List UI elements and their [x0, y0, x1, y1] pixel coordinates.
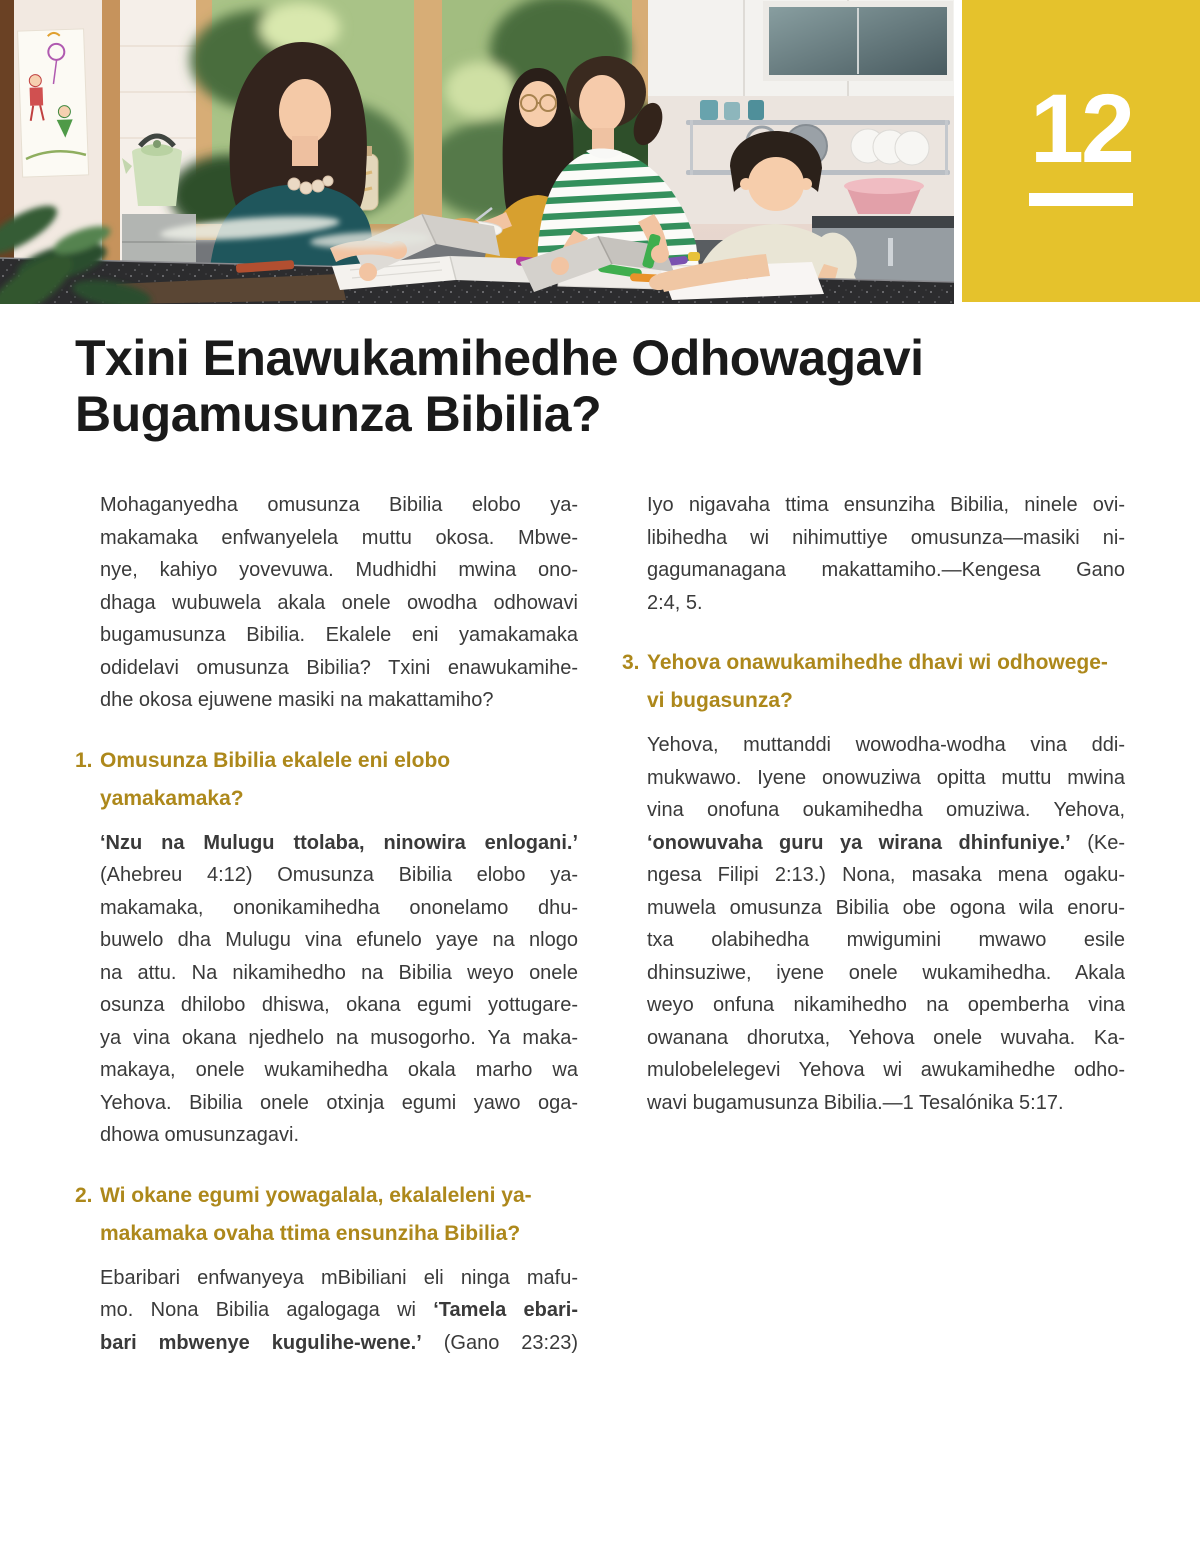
text-line: bugamusunza Bibilia. Ekalele eni yamakamaka [100, 624, 578, 646]
text-line: buwelo dha Mulugu vina efunelo yaye na nlogo [100, 929, 578, 951]
text-line: ‘Nzu na Mulugu ttolaba, ninowira enlogani.’ [100, 831, 578, 854]
right-column [622, 489, 1125, 1359]
text-line: mulobelelegevi Yehova wi awukamihedhe odho- [647, 1059, 1125, 1081]
text-line: ‘onowuvaha guru ya wirana dhinfuniye.’ (Ke- [647, 831, 1125, 854]
text-line: bari mbwenye kugulihe-wene.’ (Gano 23:23) [100, 1331, 578, 1354]
paragraph [647, 729, 1125, 1119]
text-line: dhinsuziwe, iyene onele wukamihedha. Akala [647, 961, 1125, 984]
page-title-line-1: Txini Enawukamihedhe Odhowagavi [75, 330, 924, 386]
question-text: Omusunza Bibilia ekalele eni elobo yamakamaka? [100, 748, 451, 810]
study-question [75, 742, 578, 818]
text-line: 2:4, 5. [647, 591, 703, 614]
text-line: ngesa Filipi 2:13.) Nona, masaka mena ogaku- [647, 864, 1125, 886]
text-line: osunza dhilobo dhiswa, okana egumi yottugare- [100, 994, 578, 1016]
text-line: Mohaganyedha omusunza Bibilia elobo ya- [100, 494, 578, 516]
chapter-number: 12 [1030, 74, 1132, 183]
text-line: Iyo nigavaha ttima ensunziha Bibilia, ninele ovi- [647, 494, 1125, 516]
question-text: Yehova onawukamihedhe dhavi wi odhowege- vi bugasunza? [647, 651, 1108, 712]
text-line: makaya, onele wukamihedha okala marho wa [100, 1059, 578, 1081]
paragraph [647, 489, 1125, 619]
text-line: nye, kahiyo yovevuwa. Mudhidhi mwina ono- [100, 559, 578, 581]
text-line: Yehova. Bibilia onele otxinja egumi yawo oga- [100, 1091, 578, 1114]
text-line: Yehova, muttanddi wowodha-wodha vina ddi- [647, 734, 1125, 756]
text-line: makamaka enfwanyelela muttu okosa. Mbwe- [100, 526, 578, 549]
text-line: vina onofuna oukamihedha omuziwa. Yehova, [647, 799, 1125, 821]
text-line: mukwawo. Iyene onowuziwa opitta muttu mwina [647, 766, 1125, 789]
text-line: owanana dhorutxa, Yehova onele wuvaha. Ka- [647, 1026, 1125, 1049]
hero-photo [0, 0, 954, 304]
paragraph [100, 489, 578, 717]
chapter-badge [962, 0, 1200, 302]
text-line: ya vina okana njedhelo na musogorho. Ya maka- [100, 1026, 578, 1049]
text-line: libihedha wi nihimuttiye omusunza—masiki ni- [647, 526, 1125, 549]
text-line: txa olabihedha mwigumini mwawo esile [647, 929, 1125, 951]
article-columns [75, 489, 1125, 1359]
text-line: odidelavi omusunza Bibilia? Txini enawukamihe- [100, 656, 578, 679]
text-line: makamaka, ononikamihedha ononelamo dhu- [100, 896, 578, 919]
text-line: Ebaribari enfwanyeya mBibiliani eli ninga mafu- [100, 1266, 578, 1289]
text-line: wavi bugamusunza Bibilia.—1 Tesalónika 5:17. [647, 1091, 1064, 1114]
study-question [622, 644, 1125, 720]
question-number: 1. [75, 748, 93, 772]
paragraph [100, 1262, 578, 1360]
page-title [75, 330, 1125, 442]
pink-basin [844, 178, 924, 214]
left-column [75, 489, 578, 1359]
text-line: gagumanagana makattamiho.—Kengesa Gano [647, 559, 1125, 581]
text-line: dhowa omusunzagavi. [100, 1124, 300, 1146]
text-line: dhe okosa ejuwene masiki na makattamiho? [100, 689, 494, 711]
text-line: muwela omusunza Bibilia obe ogona wila enoru- [647, 896, 1125, 919]
question-number: 3. [622, 651, 640, 674]
chapter-underline [1029, 193, 1133, 206]
text-line: na attu. Na nikamihedho na Bibilia weyo onele [100, 961, 578, 984]
question-text: Wi okane egumi yowagalala, ekalaleleni ya- makamaka ovaha ttima ensunziha Bibilia? [100, 1183, 532, 1245]
child-drawing [18, 29, 89, 177]
hero [0, 0, 1200, 304]
text-line: dhaga wubuwela akala onele owodha odhowavi [100, 591, 578, 614]
question-number: 2. [75, 1183, 93, 1207]
paragraph [100, 827, 578, 1152]
text-line: weyo onfuna nikamihedho na opemberha vina [647, 994, 1125, 1016]
text-line: (Ahebreu 4:12) Omusunza Bibilia elobo ya- [100, 864, 578, 886]
page-title-line-2: Bugamusunza Bibilia? [75, 386, 602, 442]
text-line: mo. Nona Bibilia agalogaga wi ‘Tamela ebari- [100, 1299, 578, 1321]
study-question [75, 1177, 578, 1253]
